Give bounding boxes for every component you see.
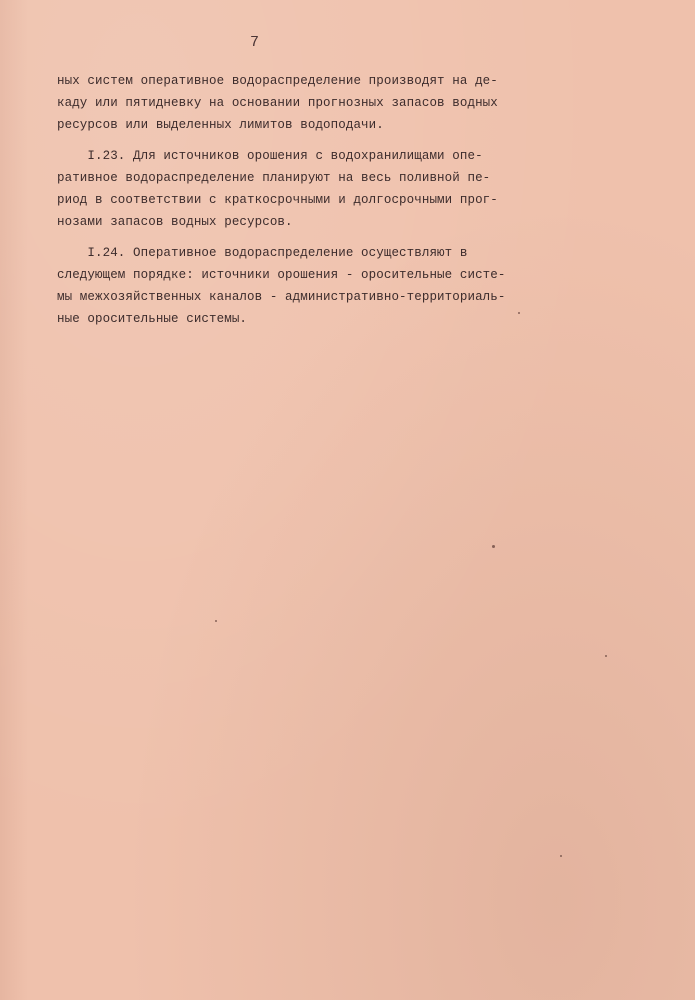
page-number: 7 — [250, 34, 260, 51]
text-line: ресурсов или выделенных лимитов водоподачи. — [57, 118, 384, 132]
paper-speck — [215, 620, 217, 622]
text-line: мы межхозяйственных каналов - административно-территориаль- — [57, 290, 506, 304]
paragraph-1-24 — [57, 242, 557, 330]
paragraph-1-23 — [57, 145, 557, 233]
text-line: ных систем оперативное водораспределение производят на де- — [57, 74, 498, 88]
paper-speck — [605, 655, 607, 657]
paper-speck — [518, 312, 520, 314]
text-line: ративное водораспределение планируют на весь поливной пе- — [57, 171, 491, 185]
paragraph-continuation — [57, 70, 557, 136]
text-line: каду или пятидневку на основании прогнозных запасов водных — [57, 96, 498, 110]
text-line: ные оросительные системы. — [57, 312, 248, 326]
text-line: нозами запасов водных ресурсов. — [57, 215, 293, 229]
text-line: риод в соответствии с краткосрочными и долгосрочными прог- — [57, 193, 498, 207]
body-text — [57, 70, 557, 330]
paper-speck — [560, 855, 562, 857]
paper-speck — [492, 545, 495, 548]
text-line: следующем порядке: источники орошения - оросительные систе- — [57, 268, 506, 282]
text-line: I.23. Для источников орошения с водохранилищами опе- — [57, 149, 483, 163]
text-line: I.24. Оперативное водораспределение осуществляют в — [57, 246, 468, 260]
